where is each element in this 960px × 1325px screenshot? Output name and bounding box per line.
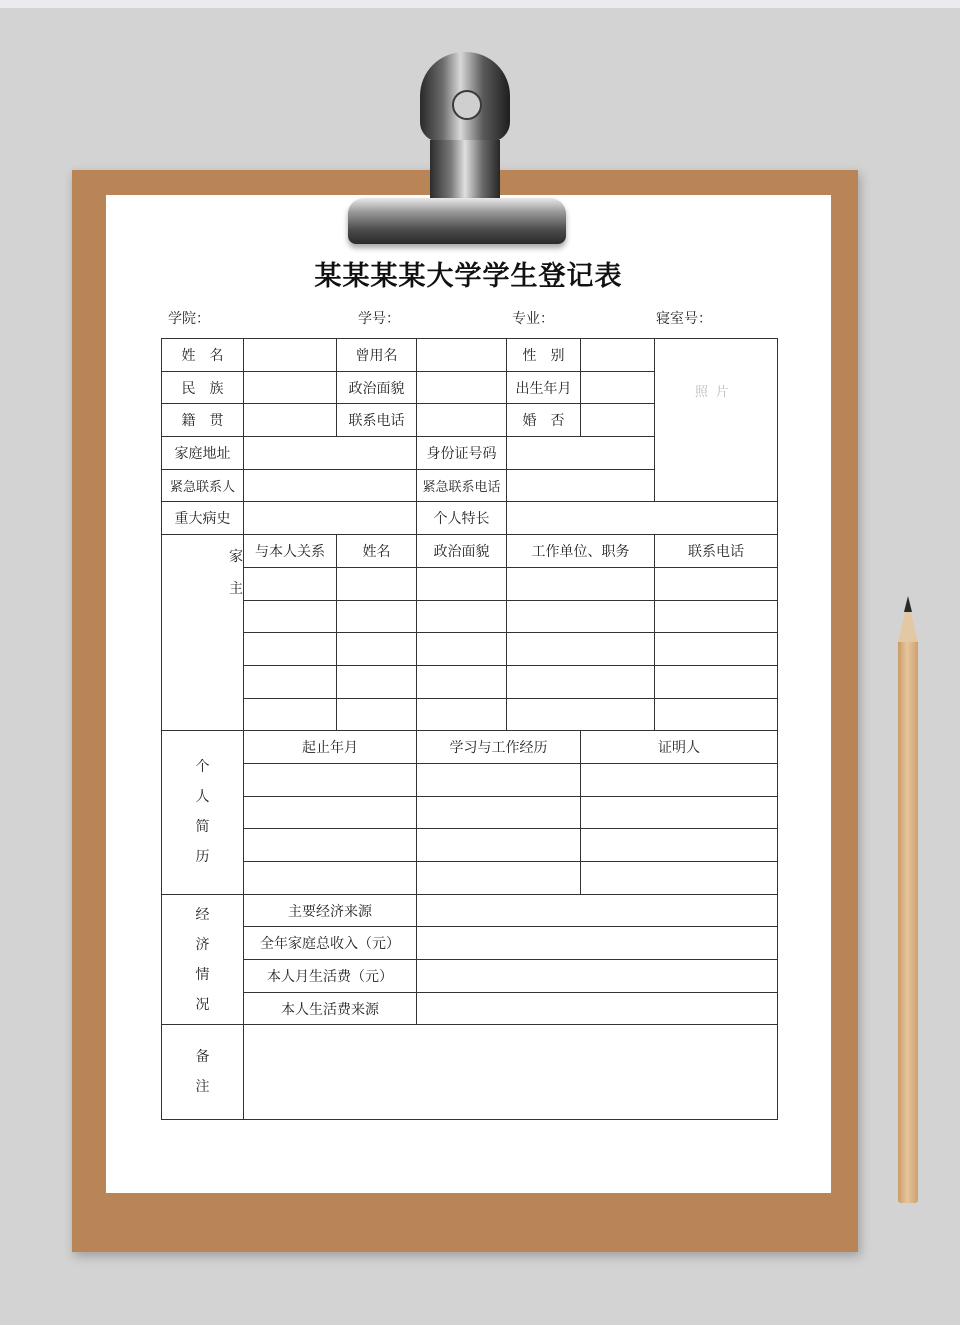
student-id-label: 学号： — [358, 311, 400, 327]
family-income-label: 全年家庭总收入（元） — [244, 927, 417, 960]
major-label: 专业： — [512, 311, 554, 327]
family-header-work: 工作单位、职务 — [507, 535, 655, 568]
pencil-lead — [904, 596, 912, 612]
family-section-label — [162, 535, 244, 731]
monthly-expense-label: 本人月生活费（元） — [244, 960, 417, 993]
origin-field[interactable] — [244, 404, 337, 437]
resume-row — [162, 862, 778, 895]
illness-field[interactable] — [244, 502, 417, 535]
dorm-label: 寝室号： — [656, 311, 712, 327]
gender-label: 性 别 — [507, 339, 581, 372]
photo-box[interactable]: 照片 — [655, 339, 778, 502]
phone-field[interactable] — [417, 404, 507, 437]
phone-label: 联系电话 — [337, 404, 417, 437]
family-header-political: 政治面貌 — [417, 535, 507, 568]
specialty-label: 个人特长 — [417, 502, 507, 535]
resume-row — [162, 829, 778, 862]
ethnicity-field[interactable] — [244, 371, 337, 404]
family-row — [162, 600, 778, 633]
expense-source-label: 本人生活费来源 — [244, 992, 417, 1025]
origin-label: 籍 贯 — [162, 404, 244, 437]
resume-header-period: 起止年月 — [244, 731, 417, 764]
family-row — [162, 633, 778, 666]
emergency-contact-field[interactable] — [244, 469, 417, 502]
birth-label: 出生年月 — [507, 371, 581, 404]
expense-source-field[interactable] — [417, 992, 778, 1025]
remarks-field[interactable] — [244, 1025, 778, 1120]
clip-hole — [452, 90, 482, 120]
gender-field[interactable] — [581, 339, 655, 372]
family-header-relation: 与本人关系 — [244, 535, 337, 568]
illness-label: 重大病史 — [162, 502, 244, 535]
economy-source-field[interactable] — [417, 894, 778, 927]
clip-base — [348, 198, 566, 244]
ethnicity-label: 民 族 — [162, 371, 244, 404]
specialty-field[interactable] — [507, 502, 778, 535]
resume-header-experience: 学习与工作经历 — [417, 731, 581, 764]
former-name-field[interactable] — [417, 339, 507, 372]
name-field[interactable] — [244, 339, 337, 372]
family-row — [162, 567, 778, 600]
remarks-label: 备 注 — [162, 1025, 244, 1120]
family-header-name: 姓名 — [337, 535, 417, 568]
emergency-contact-label: 紧急联系人 — [162, 469, 244, 502]
id-number-label: 身份证号码 — [417, 437, 507, 470]
former-name-label: 曾用名 — [337, 339, 417, 372]
political-field[interactable] — [417, 371, 507, 404]
economy-source-label: 主要经济来源 — [244, 894, 417, 927]
form-title: 某某某某大学学生登记表 — [314, 261, 623, 292]
pencil — [898, 641, 918, 1203]
emergency-phone-field[interactable] — [507, 469, 655, 502]
name-label: 姓 名 — [162, 339, 244, 372]
political-label: 政治面貌 — [337, 371, 417, 404]
marital-field[interactable] — [581, 404, 655, 437]
marital-label: 婚 否 — [507, 404, 581, 437]
resume-section-label: 个 人 简 历 — [162, 731, 244, 894]
registration-table — [161, 338, 778, 1120]
economy-section-label: 经 济 情 况 — [162, 894, 244, 1025]
monthly-expense-field[interactable] — [417, 960, 778, 993]
emergency-phone-label: 紧急联系电话 — [417, 469, 507, 502]
family-row — [162, 698, 778, 731]
family-label-line1: 家 — [229, 549, 243, 566]
family-income-field[interactable] — [417, 927, 778, 960]
family-label-line2: 主 — [229, 581, 243, 598]
family-row — [162, 665, 778, 698]
resume-row — [162, 763, 778, 796]
college-label: 学院： — [168, 311, 210, 327]
resume-row — [162, 796, 778, 829]
birth-field[interactable] — [581, 371, 655, 404]
resume-header-witness: 证明人 — [581, 731, 778, 764]
id-number-field[interactable] — [507, 437, 655, 470]
family-header-phone: 联系电话 — [655, 535, 778, 568]
clip-neck — [430, 140, 500, 202]
address-field[interactable] — [244, 437, 417, 470]
address-label: 家庭地址 — [162, 437, 244, 470]
top-bar — [0, 0, 960, 8]
